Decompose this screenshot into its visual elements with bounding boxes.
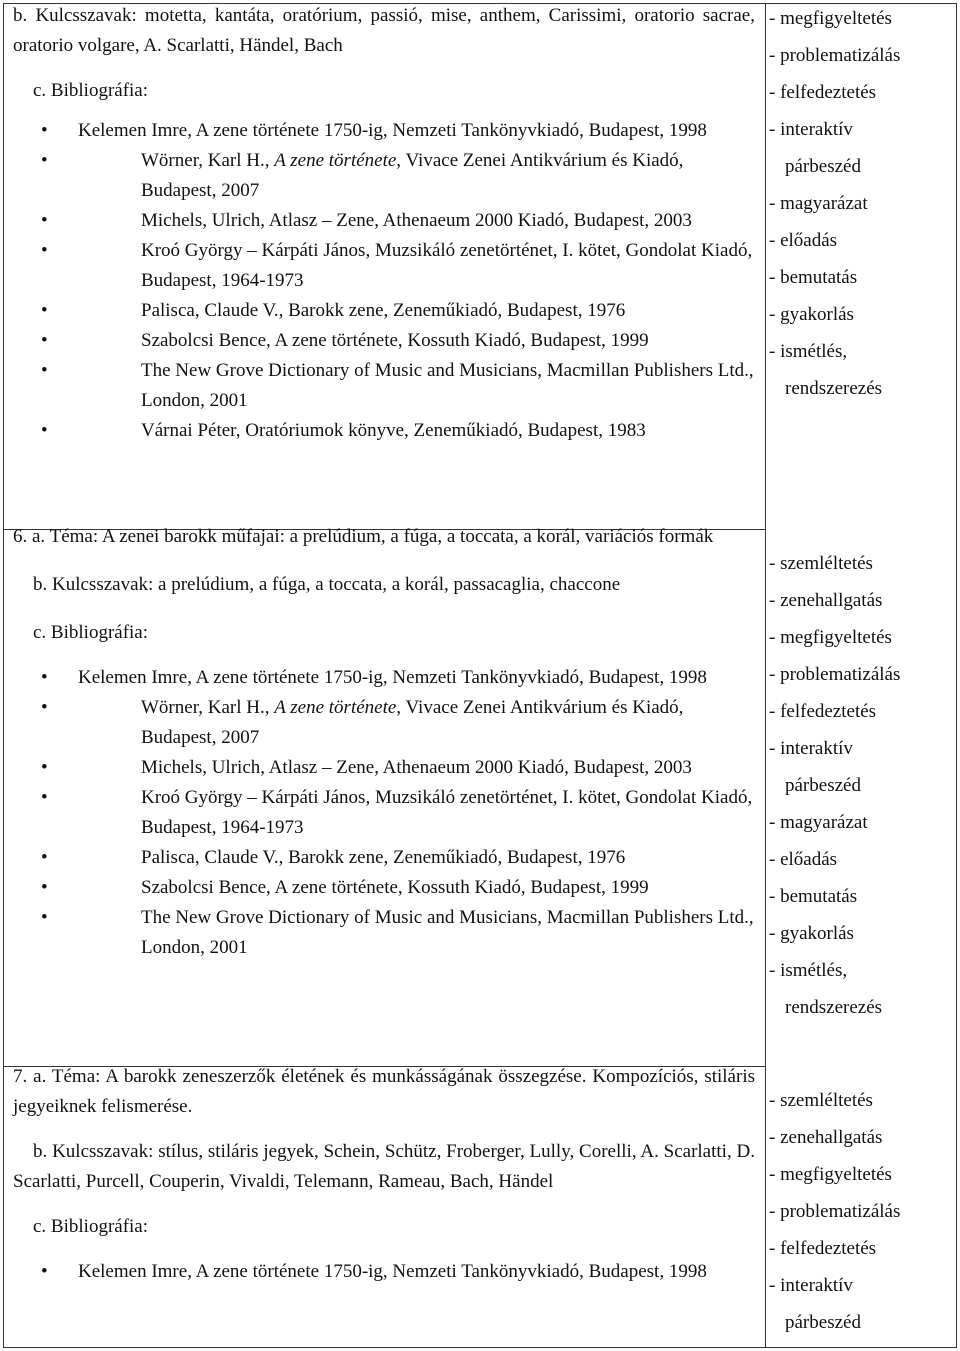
bibliography-item: • Palisca, Claude V., Barokk zene, Zeneműkiadó, Budapest, 1976 [13,843,755,873]
bibliography-item: • Palisca, Claude V., Barokk zene, Zeneműkiadó, Budapest, 1976 [13,296,755,326]
method-item: - előadás [769,849,838,870]
method-item: párbeszéd [785,775,861,796]
method-item: - szemléltetés [769,1090,873,1111]
method-item: - megfigyeltetés [769,1164,892,1185]
block2-bibliography-label: c. Bibliográfia: [33,622,149,643]
method-item: - megfigyeltetés [769,8,892,29]
method-item: - szemléltetés [769,553,873,574]
bibliography-item: • Kelemen Imre, A zene története 1750-ig, Nemzeti Tankönyvkiadó, Budapest, 1998 [13,116,755,146]
method-item: - megfigyeltetés [769,627,892,648]
block3-content [13,1062,755,1287]
block3-topic: 7. a. Téma: A barokk zeneszerzők életének és munkásságának összegzése. Kompozíciós, stiláris jegyeiknek felismerése. [13,1066,755,1117]
block2-topic: 6. a. Téma: A zenei barokk műfajai: a prelúdium, a fúga, a toccata, a korál, variációs formák [13,526,714,547]
method-item: - felfedeztetés [769,701,877,722]
bibliography-item: • Michels, Ulrich, Atlasz – Zene, Athenaeum 2000 Kiadó, Budapest, 2003 [13,753,755,783]
method-item: - zenehallgatás [769,1127,883,1148]
method-item: - magyarázat [769,812,868,833]
method-item: - interaktív [769,119,853,140]
block2-methods [769,545,955,1026]
block1-content [13,1,755,446]
method-item: - gyakorlás [769,304,854,325]
method-item: - problematizálás [769,45,901,66]
method-item: - ismétlés, [769,341,848,362]
block3-keywords: b. Kulcsszavak: stílus, stiláris jegyek, Schein, Schütz, Froberger, Lully, Corelli, A. Scarlatti, D. Scarlatti, Purcell, Couperin, Vivaldi, Telemann, Rameau, Bach, Händel [13,1141,755,1192]
block1-methods [769,0,955,407]
method-item: rendszerezés [785,378,883,399]
bibliography-item: • Wörner, Karl H., A zene története, Vivace Zenei Antikvárium és Kiadó, Budapest, 2007 [13,693,755,753]
bibliography-item: • The New Grove Dictionary of Music and Musicians, Macmillan Publishers Ltd., London, 2001 [13,903,755,963]
bibliography-item: • Kroó György – Kárpáti János, Muzsikáló zenetörténet, I. kötet, Gondolat Kiadó, Budapest, 1964-1973 [13,236,755,296]
block3-methods [769,1082,955,1341]
bibliography-item: • Szabolcsi Bence, A zene története, Kossuth Kiadó, Budapest, 1999 [13,326,755,356]
method-item: párbeszéd [785,1312,861,1333]
method-item: - interaktív [769,1275,853,1296]
method-item: - előadás [769,230,838,251]
method-item: - gyakorlás [769,923,854,944]
method-item: - bemutatás [769,267,858,288]
bibliography-item: • Wörner, Karl H., A zene története, Vivace Zenei Antikvárium és Kiadó, Budapest, 2007 [13,146,755,206]
method-item: - bemutatás [769,886,858,907]
bibliography-item: • Szabolcsi Bence, A zene története, Kossuth Kiadó, Budapest, 1999 [13,873,755,903]
method-item: - felfedeztetés [769,82,877,103]
block1-bibliography-label: c. Bibliográfia: [33,80,149,101]
block3-bibliography-list [13,1257,755,1287]
method-item: - problematizálás [769,1201,901,1222]
method-item: párbeszéd [785,156,861,177]
block2-bibliography-list [13,663,755,963]
bibliography-item: • Várnai Péter, Oratóriumok könyve, Zeneműkiadó, Budapest, 1983 [13,416,755,446]
block3-bibliography-label: c. Bibliográfia: [33,1216,149,1237]
bibliography-item: • Kelemen Imre, A zene története 1750-ig, Nemzeti Tankönyvkiadó, Budapest, 1998 [13,663,755,693]
block1-keywords: b. Kulcsszavak: motetta, kantáta, oratórium, passió, mise, anthem, Carissimi, oratorio sacrae, oratorio volgare, A. Scarlatti, Händel, Bach [13,5,755,56]
bibliography-item: • Kelemen Imre, A zene története 1750-ig, Nemzeti Tankönyvkiadó, Budapest, 1998 [13,1257,755,1287]
block2-keywords: b. Kulcsszavak: a prelúdium, a fúga, a toccata, a korál, passacaglia, chaccone [33,574,621,595]
method-item: - magyarázat [769,193,868,214]
column-divider [765,4,766,1347]
method-item: - ismétlés, [769,960,848,981]
bibliography-item: • The New Grove Dictionary of Music and Musicians, Macmillan Publishers Ltd., London, 2001 [13,356,755,416]
method-item: rendszerezés [785,997,883,1018]
method-item: - interaktív [769,738,853,759]
block2-content [13,522,755,963]
method-item: - problematizálás [769,664,901,685]
bibliography-item: • Kroó György – Kárpáti János, Muzsikáló zenetörténet, I. kötet, Gondolat Kiadó, Budapest, 1964-1973 [13,783,755,843]
method-item: - felfedeztetés [769,1238,877,1259]
block1-bibliography-list [13,116,755,446]
bibliography-item: • Michels, Ulrich, Atlasz – Zene, Athenaeum 2000 Kiadó, Budapest, 2003 [13,206,755,236]
method-item: - zenehallgatás [769,590,883,611]
